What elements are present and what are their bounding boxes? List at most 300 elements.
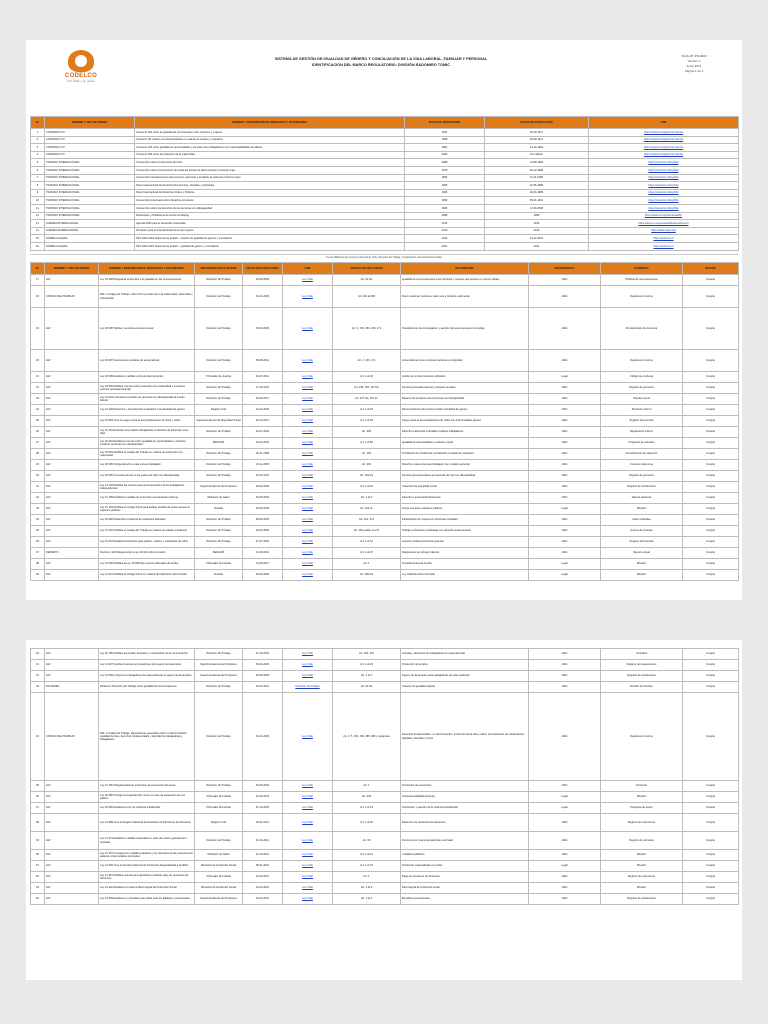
table-cell: Art. 1 al 18 (333, 372, 401, 383)
norm-link[interactable]: Ley Chile (283, 693, 333, 781)
table-cell: TRATADO INTERNACIONAL (45, 197, 135, 205)
table-cell: GRH (529, 660, 601, 671)
table-cell: GRH (529, 449, 601, 460)
column-header: FECHA DE APROBACIÓN (405, 117, 485, 129)
table-cell: TRATADO INTERNACIONAL (45, 212, 135, 220)
table-cell: Tribunales de Justicia (195, 372, 243, 383)
norm-link[interactable]: https://www.bcn.cl/leychile (589, 174, 739, 182)
table-cell: 10-12-2018 (243, 405, 283, 416)
table-cell: 2010 (405, 227, 485, 235)
table-cell: Art. 231, 272 (333, 515, 401, 526)
table-cell: TRATADO INTERNACIONAL (45, 182, 135, 190)
column-header: LINK (283, 263, 333, 275)
table-cell: Ley 21.247 Establece beneficios para padres, madres y cuidadores de niños (99, 537, 195, 548)
table-cell: Reglamento interno (601, 286, 683, 308)
norm-link[interactable]: https://www.bcn.cl/leychile (589, 204, 739, 212)
table-cell: 2010 (485, 227, 589, 235)
table-cell: Registro de retenciones (601, 814, 683, 832)
norm-link[interactable]: https://www.bcn.cl/leychile (589, 197, 739, 205)
table-cell: LEY (45, 394, 99, 405)
table-cell: Ley 20.422 Establece normas sobre igualdad de oportunidades e inclusión social de personas con discapacidad (99, 438, 195, 449)
table-cell: Pago de pensiones de alimentos (401, 872, 529, 883)
table-cell: 03-05-2019 (243, 504, 283, 515)
norm-link[interactable]: Ley Chile (283, 814, 333, 832)
table-cell: LEY (45, 537, 99, 548)
table-cell: GRH (529, 682, 601, 693)
table-cell: Cumple (683, 660, 739, 671)
table-cell: LEY (45, 350, 99, 372)
table-cell: Tribunales de Familia (195, 792, 243, 803)
table-cell: Ley 21.155 Establece medidas de protección a la lactancia materna (99, 493, 195, 504)
table-cell: 2000 (405, 151, 485, 159)
table-cell: LEY (45, 832, 99, 850)
norm-link[interactable]: Ley Chile (283, 649, 333, 660)
table-cell: 1989 (405, 159, 485, 167)
norm-link[interactable]: Ley Chile (283, 559, 333, 570)
norm-link[interactable]: https://www.bcn.cl/leychile (589, 159, 739, 167)
table-cell: 16-01-2003 (243, 286, 283, 308)
table-cell: Tribunales de Familia (195, 803, 243, 814)
table-row (31, 460, 739, 471)
norm-link[interactable]: Dirección del Trabajo (283, 682, 333, 693)
table-cell: Derecho a sala cuna para trabajador con cuidado personal (401, 460, 529, 471)
table-cell: 23-11-2009 (243, 460, 283, 471)
norm-link[interactable]: Ley Chile (283, 482, 333, 493)
table-cell: Convención sobre los derechos de las personas con discapacidad (135, 204, 405, 212)
table-cell: Seguro para el acompañamiento de niños con enfermedades graves (401, 416, 529, 427)
table-cell: Derechos fundamentales, no discriminación, protección de la vida y salud, procedimiento de tutela laboral, dignidad, intimidad y honra (401, 693, 529, 781)
table-cell: Ley 21.227 Faculta el acceso a prestaciones del seguro de desempleo (99, 660, 195, 671)
table-row (31, 814, 739, 832)
table-cell: Cumple (683, 372, 739, 383)
table-cell: 3 (31, 144, 45, 152)
table-cell: LEY (45, 471, 99, 482)
table-cell: 10 (31, 197, 45, 205)
norm-link[interactable]: https://www.ilo.org/dyn/normlex/es (589, 129, 739, 137)
table-cell: 47 (31, 803, 45, 814)
table-cell: 18 (31, 286, 45, 308)
national-norms-table (30, 262, 739, 581)
table-row (31, 427, 739, 438)
table-row (31, 197, 739, 205)
table-cell: LEY (45, 460, 99, 471)
norm-link[interactable]: Ley Chile (283, 350, 333, 372)
table-cell: Art. 1 al 12 (333, 537, 401, 548)
table-cell: 10-02-2010 (243, 438, 283, 449)
table-cell: Permiso postnatal parental y traspaso al padre (401, 383, 529, 394)
table-cell: Superintendencia de Pensiones (195, 671, 243, 682)
table-cell: LEY (45, 894, 99, 905)
table-cell: Art. 1 al 5 (333, 671, 401, 682)
table-cell: GRH (529, 427, 601, 438)
table-cell: GRH (529, 438, 601, 449)
table-cell: Ley 21.133 Modifica las normas para la incorporación de los trabajadores independientes (99, 482, 195, 493)
table-cell: Participación de mujeres en directivas sindicales (401, 515, 529, 526)
table-cell: GRH (529, 308, 601, 350)
norm-link[interactable]: https://www.weps.org (589, 227, 739, 235)
table-cell: GRH (529, 460, 601, 471)
column-header: NOMBRE Y TIPO DE NORMA (45, 117, 135, 129)
table-cell: Tribunales de Familia (195, 872, 243, 883)
norm-link[interactable]: Ley Chile (283, 671, 333, 682)
table-cell: 26 (31, 427, 45, 438)
table-cell: 15-06-2017 (243, 394, 283, 405)
table-cell: 14-10-1994 (485, 144, 589, 152)
norm-link[interactable]: https://www.ilo.org/dyn/normlex/es (589, 151, 739, 159)
national-norms-table-continued (30, 648, 739, 905)
table-cell: LEY (45, 515, 99, 526)
table-cell: Legal (529, 504, 601, 515)
table-cell: GRH (529, 275, 601, 286)
table-cell: 22-07-2014 (243, 427, 283, 438)
norm-link[interactable]: Ley Chile (283, 449, 333, 460)
table-cell: Difusión (601, 559, 683, 570)
table-row (31, 832, 739, 850)
norm-link[interactable]: https://www.bcn.cl/leychile (589, 182, 739, 190)
norm-link[interactable]: Ley Chile (283, 660, 333, 671)
table-cell: Cobertura de seguridad social (401, 482, 529, 493)
norm-link[interactable]: Ley Chile (283, 883, 333, 894)
table-row (31, 174, 739, 182)
table-cell: Convenio 111 relativo a la discriminación en materia de empleo y ocupación (135, 136, 405, 144)
table-cell: Ley 21.309 Establece un beneficio que indica para los afiliados y pensionados (99, 894, 195, 905)
norm-link[interactable]: Ley Chile (283, 493, 333, 504)
table-row (31, 308, 739, 350)
table-cell: 2012 (405, 235, 485, 243)
table-cell: Cumple (683, 394, 739, 405)
table-row (31, 212, 739, 220)
norm-link[interactable]: Ley Chile (283, 894, 333, 905)
table-cell: LEY (45, 449, 99, 460)
table-cell: Ministerio de Salud (195, 850, 243, 861)
table-cell: 23 (31, 394, 45, 405)
document-page-2 (26, 640, 742, 980)
table-cell: LEY (45, 559, 99, 570)
table-cell: 6 (31, 166, 45, 174)
norm-link[interactable]: https://www.ilo.org/dyn/normlex/es (589, 136, 739, 144)
table-cell: 1966 (405, 182, 485, 190)
table-cell: 15-05-2019 (243, 781, 283, 792)
norm-link[interactable]: Ley Chile (283, 803, 333, 814)
table-cell: NCh 3262:2021 Sistemas de gestión - Igualdad de género y conciliación (135, 242, 405, 250)
norm-link[interactable]: Ley Chile (283, 286, 333, 308)
table-cell: Protección del empleo (401, 660, 529, 671)
table-row (31, 220, 739, 228)
table-cell: Derecho a amamantar libremente (401, 493, 529, 504)
table-cell: Pacto Internacional de Derechos Civiles y Políticos (135, 189, 405, 197)
table-cell: Cumple (683, 803, 739, 814)
table-cell: Art. 62 bis (333, 682, 401, 693)
table-cell: Reglamento interno (601, 427, 683, 438)
norm-link[interactable]: Ley Chile (283, 438, 333, 449)
table-cell: Corresponsabilidad parental (401, 792, 529, 803)
table-cell: Ley Gabriela sobre femicidio (401, 570, 529, 581)
table-cell: Legal (529, 570, 601, 581)
table-cell: Cumple (683, 682, 739, 693)
table-cell: 01-02-2021 (243, 894, 283, 905)
norm-link[interactable]: Ley Chile (283, 792, 333, 803)
table-cell: Dirección del Trabajo (195, 286, 243, 308)
table-cell: Ministerio de Salud (195, 493, 243, 504)
norm-link[interactable]: Ley Chile (283, 372, 333, 383)
table-cell: 08-08-2012 (243, 350, 283, 372)
table-cell: DECRETO (45, 548, 99, 559)
table-cell: 52 (31, 872, 45, 883)
table-cell: Registro de retenciones (601, 872, 683, 883)
table-cell: GRH (529, 649, 601, 660)
table-cell: 2006 (405, 204, 485, 212)
table-cell: Dirección del Trabajo (195, 460, 243, 471)
table-cell: 27-05-1989 (485, 182, 589, 190)
table-cell: Ley 20.786 Modifica la jornada, descanso y composición de la remuneración (99, 649, 195, 660)
table-cell: Procedimientos de familia (401, 559, 529, 570)
table-cell: GRH (529, 894, 601, 905)
table-row (31, 537, 739, 548)
column-header: EVIDENCIA (601, 263, 683, 275)
table-cell: Programa de apoyo (601, 803, 683, 814)
table-cell: Reserva de empleos para personas con discapacidad (401, 394, 529, 405)
table-cell: 15-01-2021 (243, 682, 283, 693)
table-row (31, 471, 739, 482)
table-cell: Cumple (683, 781, 739, 792)
table-cell: GRH (529, 693, 601, 781)
table-cell: Convención sobre los derechos del niño (135, 159, 405, 167)
table-cell: Cumple (683, 693, 739, 781)
table-cell: Art. 206 (333, 427, 401, 438)
table-cell: AGENDA INTERNACIONAL (45, 220, 135, 228)
table-cell: 30-12-2017 (243, 416, 283, 427)
table-cell: Cumple (683, 449, 739, 460)
table-cell: Difusión (601, 861, 683, 872)
table-cell: LEY (45, 372, 99, 383)
norm-link[interactable]: Ley Chile (283, 526, 333, 537)
table-cell: 02-02-2019 (243, 482, 283, 493)
table-cell: 27 (31, 438, 45, 449)
table-cell: Fiscalía (195, 570, 243, 581)
table-cell: Registro de licencias (601, 537, 683, 548)
norm-link[interactable]: Ley Chile (283, 275, 333, 286)
table-row (31, 781, 739, 792)
norm-link[interactable]: Ley Chile (283, 548, 333, 559)
norm-link[interactable]: Ley Chile (283, 383, 333, 394)
table-cell: 24-07-2012 (243, 372, 283, 383)
table-row (31, 159, 739, 167)
norm-link[interactable]: Ley Chile (283, 515, 333, 526)
table-cell: Cumple (683, 872, 739, 883)
column-header: DESCRIPCIÓN (401, 263, 529, 275)
table-cell: 37 (31, 548, 45, 559)
norm-link[interactable]: https://www.bcn.cl/leychile (589, 166, 739, 174)
table-cell: Art. 152 quáter G al O (333, 526, 401, 537)
table-cell: Convenio sala cuna (601, 460, 683, 471)
table-cell: Ley 20.680 Protege la integridad del menor en caso de separación de sus padres (99, 792, 195, 803)
table-cell: 7 (31, 174, 45, 182)
table-cell: Sala de lactancia (601, 493, 683, 504)
table-cell: 38 (31, 559, 45, 570)
table-cell: Ley 19.591 Modifica el Código del Trabajo en materia de protección a la maternidad (99, 449, 195, 460)
table-cell: TRATADO INTERNACIONAL (45, 204, 135, 212)
table-cell: Superintendencia de Pensiones (195, 482, 243, 493)
table-cell: 49 (31, 832, 45, 850)
table-row (31, 372, 739, 383)
table-cell: Ley 20.348 Resguarda el derecho a la igualdad en las remuneraciones (99, 275, 195, 286)
logo-name: CODELCO (64, 73, 98, 79)
table-cell: LEY (45, 660, 99, 671)
table-cell: 30 (31, 471, 45, 482)
table-cell: Código de conducta (601, 372, 683, 383)
table-cell: Convención Interamericana para prevenir, sancionar y erradicar la violencia contra la mujer (135, 174, 405, 182)
table-row (31, 438, 739, 449)
table-cell: 1981 (405, 144, 485, 152)
meta-code: SGIG-RT-PR-0003 (681, 54, 707, 58)
norm-link[interactable]: Ley Chile (283, 861, 333, 872)
table-cell: Art. 194 al 208 (333, 286, 401, 308)
codelco-logo (56, 50, 106, 83)
norm-link[interactable]: Ley Chile (283, 781, 333, 792)
table-cell: 34 (31, 515, 45, 526)
table-cell: 12 (31, 212, 45, 220)
table-cell: 1 (31, 129, 45, 137)
table-cell: Legal (529, 372, 601, 383)
column-header: NOMBRE Y DESCRIPCIÓN DE REQUISITOS Y ESTÁNDARES (135, 117, 405, 129)
table-row (31, 136, 739, 144)
table-cell: 1994 (405, 174, 485, 182)
norm-link[interactable]: Ley Chile (283, 872, 333, 883)
table-row (31, 350, 739, 372)
table-row (31, 570, 739, 581)
table-cell: Retención de pensiones de alimentos (401, 814, 529, 832)
table-cell: Seguro de desempleo para trabajadoras de casa particular (401, 671, 529, 682)
table-cell: 50 (31, 850, 45, 861)
table-cell: 28 (31, 449, 45, 460)
table-cell: Ley 20.761 Extiende a los padres trabajadores el derecho de alimentar a sus hijos (99, 427, 195, 438)
table-cell: 42 (31, 671, 45, 682)
table-cell: Registro de permisos (601, 383, 683, 394)
norm-link[interactable]: Ley Chile (283, 570, 333, 581)
table-cell: Agenda 2030 para el Desarrollo Sostenible (135, 220, 405, 228)
norm-link[interactable]: Ley Chile (283, 504, 333, 515)
table-cell: Ley 20.399 Otorga derecho a sala cuna al trabajador (99, 460, 195, 471)
norm-link[interactable]: Ley Chile (283, 394, 333, 405)
table-cell: Registro de cotizaciones (601, 894, 683, 905)
norm-link[interactable]: Ley Chile (283, 460, 333, 471)
table-cell: 45 (31, 781, 45, 792)
table-cell: Art. 150, 151 (333, 649, 401, 660)
table-cell: Cumple (683, 438, 739, 449)
table-cell: 20 (31, 350, 45, 372)
table-cell: 5 (31, 159, 45, 167)
table-cell: Dirección del Trabajo (195, 471, 243, 482)
norm-link[interactable]: https://www.inn.cl (589, 242, 739, 250)
table-cell: SENADIS (195, 438, 243, 449)
table-cell: Legal (529, 861, 601, 872)
table-cell: Ley 20.545 Modifica normas sobre protección a la maternidad e incorpora permiso postnatal parental (99, 383, 195, 394)
table-cell: Dirección del Trabajo (195, 526, 243, 537)
table-cell: Difusión (601, 850, 683, 861)
table-cell: 36 (31, 537, 45, 548)
norm-link[interactable]: https://www.un.org/womenwatch (589, 212, 739, 220)
table-cell: DFL 1 Código del Trabajo, disposiciones generales sobre no discriminación, igualdad de trato, derechos fundamentales y dignidad de trabajadoras y trabajadores (99, 693, 195, 781)
table-cell: 20-09-1971 (485, 136, 589, 144)
norm-link[interactable]: Ley Chile (283, 832, 333, 850)
norm-link[interactable]: https://www.ilo.org/dyn/normlex/es (589, 144, 739, 152)
table-cell: Ley 21.120 Reconoce y da protección al derecho a la identidad de género (99, 405, 195, 416)
table-cell: Art. 62 bis (333, 275, 401, 286)
table-cell: LEY (45, 850, 99, 861)
norm-link[interactable]: Ley Chile (283, 427, 333, 438)
norm-link[interactable]: Ley Chile (283, 850, 333, 861)
table-cell: Decreto 1.229 Reglamenta la Ley 20.422 sobre inclusión (99, 548, 195, 559)
table-cell: Art. 1 al 4 (333, 894, 401, 905)
norm-link[interactable]: Ley Chile (283, 405, 333, 416)
table-cell: 06-04-2020 (243, 660, 283, 671)
table-cell: 41 (31, 660, 45, 671)
table-cell: 26-03-2020 (243, 526, 283, 537)
table-row (31, 660, 739, 671)
table-cell: CONVENIO OIT (45, 136, 135, 144)
logo-tagline: Por Chile y su gente (67, 79, 95, 83)
table-cell: Registro de licencias (601, 416, 683, 427)
table-cell: 21-10-2021 (243, 850, 283, 861)
table-cell: Ministerio de Desarrollo Social (195, 861, 243, 872)
table-cell: Cumple (683, 416, 739, 427)
norm-link[interactable]: Ley Chile (283, 471, 333, 482)
norm-link[interactable]: https://www.inn.cl (589, 235, 739, 243)
table-cell: LEY (45, 275, 99, 286)
table-row (31, 383, 739, 394)
table-cell: Principios para el empoderamiento de las mujeres (135, 227, 405, 235)
table-cell: 29 (31, 460, 45, 471)
table-cell: 20-09-1971 (485, 129, 589, 137)
table-cell: 08-09-2016 (243, 515, 283, 526)
column-header: NOMBRE Y TIPO DE NORMA (45, 263, 99, 275)
table-cell: GRH (529, 872, 601, 883)
norm-link[interactable]: Ley Chile (283, 537, 333, 548)
table-row (31, 204, 739, 212)
table-cell: 18-03-2005 (243, 308, 283, 350)
table-row (31, 559, 739, 570)
table-row (31, 416, 739, 427)
table-cell: Fuero maternal, permisos, sala cuna y derecho a alimentar (401, 286, 529, 308)
table-cell: Dirección del Trabajo (195, 449, 243, 460)
table-cell: GRH (529, 526, 601, 537)
table-cell: 1969 (405, 197, 485, 205)
norm-link[interactable]: Ley Chile (283, 416, 333, 427)
table-cell: 32 (31, 493, 45, 504)
table-cell: CONVENIO OIT (45, 151, 135, 159)
table-cell: Cumple (683, 427, 739, 438)
table-cell: Art. 1 al 30 (333, 814, 401, 832)
table-row (31, 482, 739, 493)
table-cell: 17-09-2008 (485, 204, 589, 212)
table-cell: Cumple (683, 405, 739, 416)
table-cell: Dirección del Trabajo (195, 537, 243, 548)
table-cell: LEY (45, 482, 99, 493)
table-cell: GRH (529, 850, 601, 861)
table-cell: 46 (31, 792, 45, 803)
norm-link[interactable]: https://www.un.org/sustainabledevelopment (589, 220, 739, 228)
table-cell: GRH (529, 471, 601, 482)
table-cell: 19-04-2021 (243, 883, 283, 894)
table-cell: Igualdad de oportunidades e inclusión social (401, 438, 529, 449)
table-cell: 02-05-2019 (243, 493, 283, 504)
norm-link[interactable]: https://www.bcn.cl/leychile (589, 189, 739, 197)
table-cell: 16-01-2003 (243, 693, 283, 781)
table-cell: 27-10-2014 (243, 649, 283, 660)
table-cell: Art. 203 (333, 460, 401, 471)
norm-link[interactable]: Ley Chile (283, 308, 333, 350)
table-cell: LEY (45, 570, 99, 581)
